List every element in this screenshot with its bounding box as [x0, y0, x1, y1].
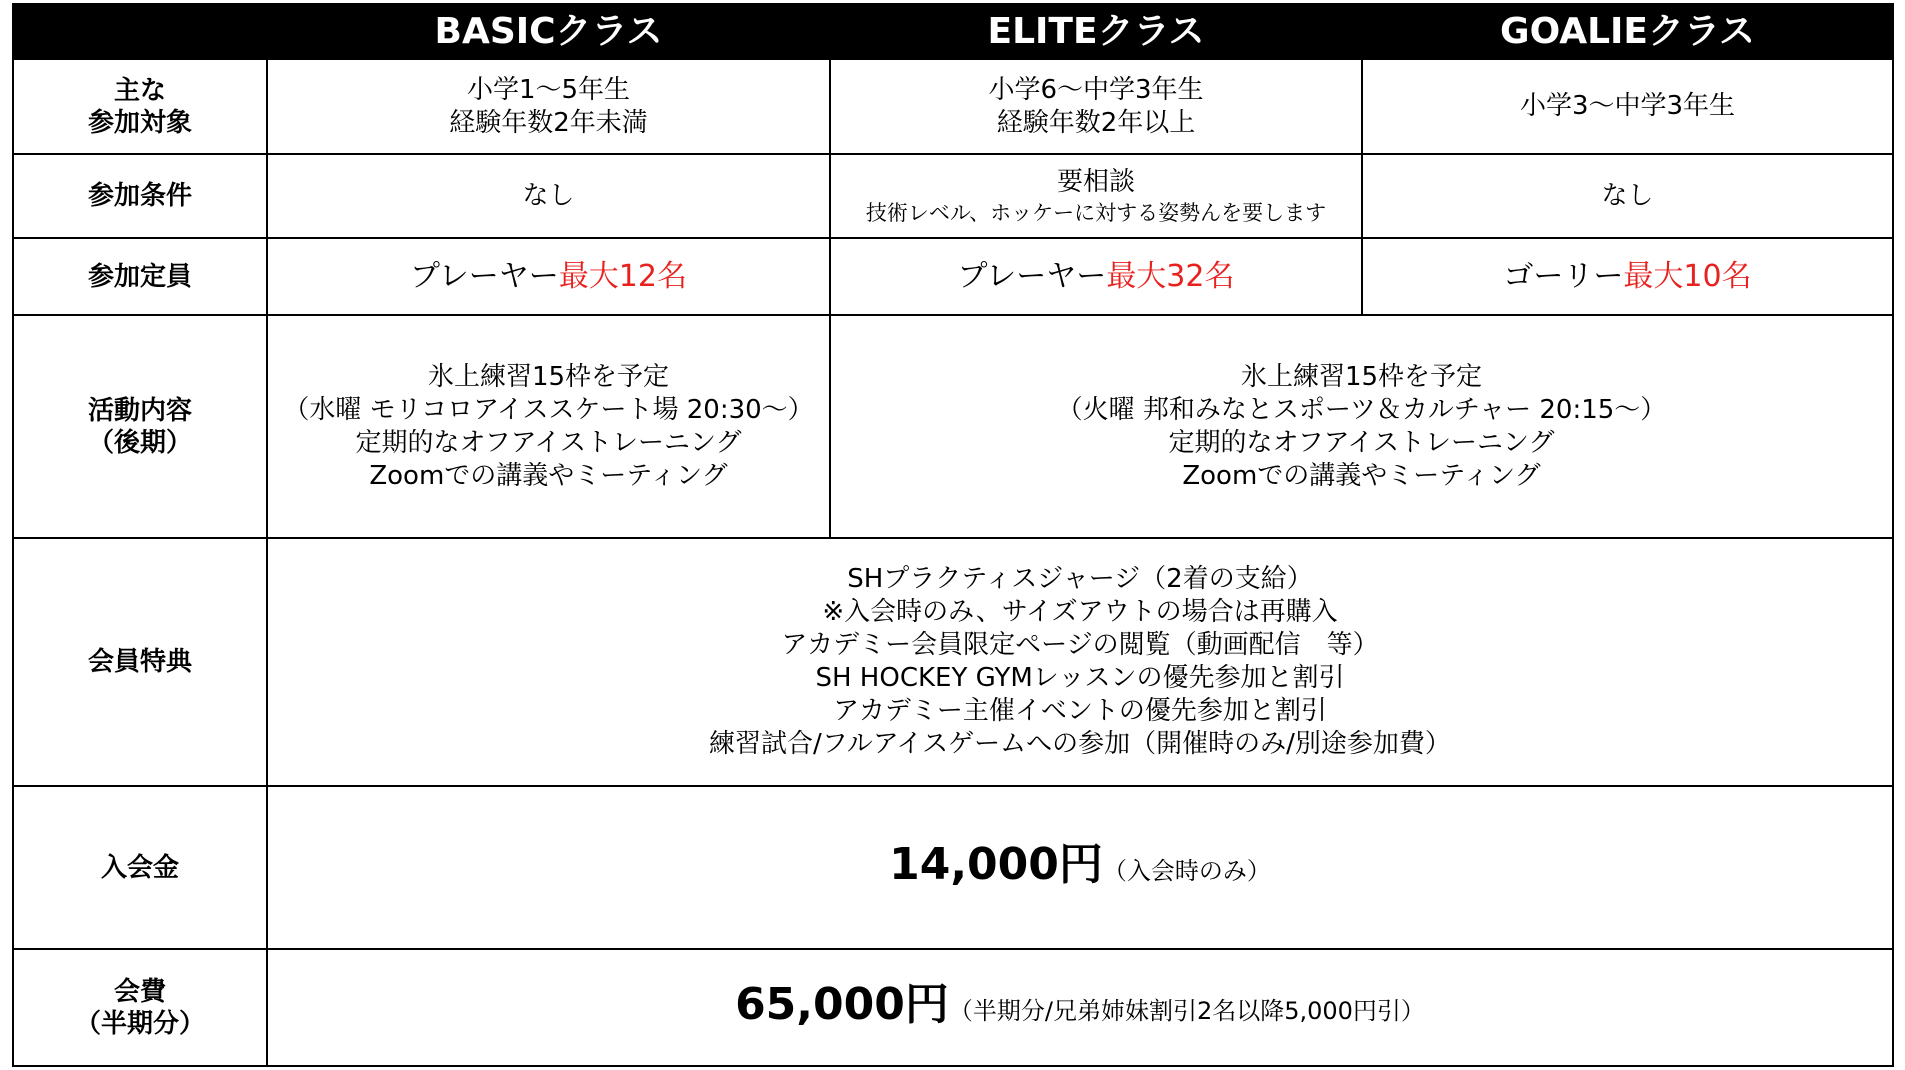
- row-conditions: [13, 154, 1893, 238]
- membership-fee-amount: 65,000円: [735, 978, 949, 1030]
- elite-activity-item: Zoomでの講義やミーティング: [1182, 460, 1541, 491]
- row-entry-fee: [13, 786, 1893, 949]
- label-membership-fee-line1: 会費: [113, 976, 166, 1007]
- elite-capacity-prefix: プレーヤー: [957, 259, 1107, 294]
- benefit-item: ※入会時のみ、サイズアウトの場合は再購入: [822, 597, 1338, 627]
- basic-activity-item: Zoomでの講義やミーティング: [369, 460, 728, 491]
- basic-capacity: [267, 238, 830, 315]
- label-target: [13, 59, 267, 154]
- benefit-item: アカデミー会員限定ページの閲覧（動画配信 等）: [781, 630, 1379, 660]
- benefit-item: 練習試合/フルアイスゲームへの参加（開催時のみ/別途参加費）: [709, 729, 1451, 759]
- elite-target-grade: 小学6〜中学3年生: [988, 74, 1204, 105]
- basic-conditions: なし: [267, 154, 830, 238]
- label-activities: [13, 315, 267, 538]
- basic-activities: [267, 315, 830, 538]
- benefit-item: SH HOCKEY GYMレッスンの優先参加と割引: [815, 663, 1345, 693]
- elite-activity-item: 定期的なオフアイストレーニング: [1168, 427, 1555, 458]
- benefit-item: アカデミー主催イベントの優先参加と割引: [833, 696, 1327, 726]
- basic-activity-item: 氷上練習15枠を予定: [427, 361, 670, 392]
- elite-capacity: [830, 238, 1362, 315]
- row-benefits: [13, 538, 1893, 786]
- elite-activity-item: （火曜 邦和みなとスポーツ＆カルチャー 20:15〜）: [1056, 394, 1667, 425]
- entry-fee-note: （入会時のみ）: [1102, 856, 1271, 885]
- header-row: [13, 4, 1893, 59]
- basic-capacity-value: 最大12名: [558, 259, 687, 294]
- label-membership-fee-line2: （半期分）: [74, 1008, 205, 1039]
- basic-activity-item: （水曜 モリコロアイススケート場 20:30〜）: [283, 394, 814, 425]
- label-target-line1: 主な: [113, 75, 166, 106]
- goalie-capacity-value: 最大10名: [1623, 259, 1752, 294]
- header-corner: [13, 4, 267, 59]
- label-activities-line2: （後期）: [87, 427, 192, 458]
- class-comparison-table: [12, 3, 1894, 1067]
- row-activities: [13, 315, 1893, 538]
- basic-target: [267, 59, 830, 154]
- entry-fee-amount: 14,000円: [889, 838, 1103, 890]
- label-benefits: 会員特典: [13, 538, 267, 786]
- goalie-target: 小学3〜中学3年生: [1362, 59, 1893, 154]
- row-membership-fee: [13, 949, 1893, 1066]
- elite-conditions: [830, 154, 1362, 238]
- membership-fee-value: [267, 949, 1893, 1066]
- elite-target: [830, 59, 1362, 154]
- header-goalie-class: GOALIEクラス: [1362, 4, 1893, 59]
- label-capacity: 参加定員: [13, 238, 267, 315]
- label-activities-line1: 活動内容: [87, 395, 192, 426]
- elite-capacity-value: 最大32名: [1106, 259, 1235, 294]
- elite-goalie-activities: [830, 315, 1893, 538]
- row-target: [13, 59, 1893, 154]
- elite-conditions-main: 要相談: [1056, 166, 1135, 197]
- label-entry-fee: 入会金: [13, 786, 267, 949]
- header-basic-class: BASICクラス: [267, 4, 830, 59]
- basic-target-experience: 経験年数2年未満: [449, 107, 648, 138]
- header-elite-class: ELITEクラス: [830, 4, 1362, 59]
- benefits-list: [267, 538, 1893, 786]
- goalie-capacity: [1362, 238, 1893, 315]
- goalie-capacity-prefix: ゴーリー: [1503, 259, 1624, 294]
- goalie-conditions: なし: [1362, 154, 1893, 238]
- label-conditions: 参加条件: [13, 154, 267, 238]
- label-membership-fee: [13, 949, 267, 1066]
- elite-activity-item: 氷上練習15枠を予定: [1240, 361, 1483, 392]
- row-capacity: [13, 238, 1893, 315]
- elite-conditions-note: 技術レベル、ホッケーに対する姿勢んを要します: [865, 200, 1327, 225]
- entry-fee-value: [267, 786, 1893, 949]
- membership-fee-note: （半期分/兄弟姉妹割引2名以降5,000円引）: [948, 996, 1425, 1025]
- label-target-line2: 参加対象: [87, 107, 192, 138]
- basic-target-grade: 小学1〜5年生: [466, 74, 631, 105]
- basic-capacity-prefix: プレーヤー: [410, 259, 559, 294]
- basic-activity-item: 定期的なオフアイストレーニング: [355, 427, 742, 458]
- elite-target-experience: 経験年数2年以上: [996, 107, 1196, 138]
- benefit-item: SHプラクティスジャージ（2着の支給）: [847, 564, 1313, 594]
